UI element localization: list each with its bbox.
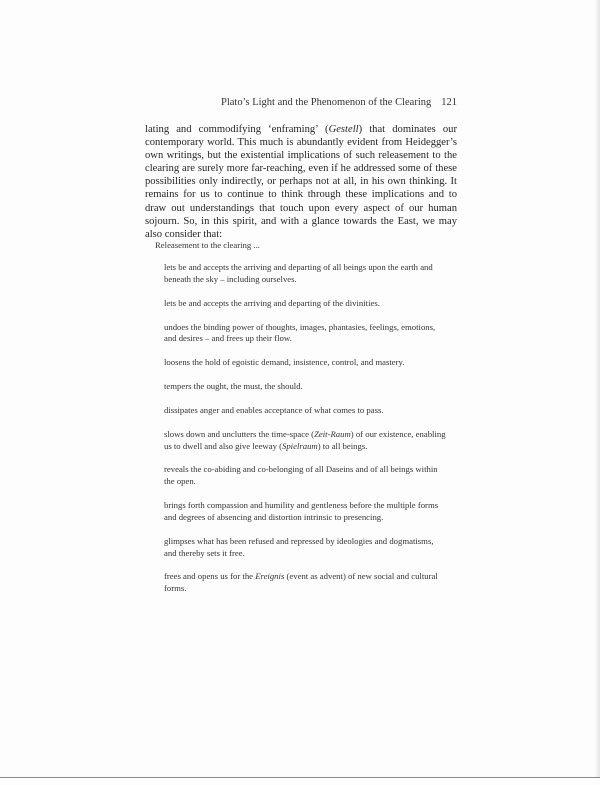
list-item: brings forth compassion and humility and gentleness before the multiple forms and degrees of absencing and distortion intrinsic to presencing. [164, 500, 439, 522]
page-number: 121 [441, 97, 457, 108]
italic-term: Ereignis [255, 571, 285, 582]
scan-edge-line [0, 777, 600, 778]
list-item: reveals the co-abiding and co-belonging of all Daseins and of all beings within the open. [164, 464, 438, 487]
list-item: frees and opens us for the Ereignis (event as advent) of new social and cultural forms. [164, 571, 438, 594]
list-item: lets be and accepts the arriving and departing of the divinities. [164, 297, 380, 308]
list-item: lets be and accepts the arriving and departing of all beings upon the earth and beneath the sky – including ourselves. [164, 262, 433, 284]
body-paragraph [145, 123, 457, 241]
paragraph-text: lating and commodifying ‘enframing’ ( [145, 124, 329, 135]
page-edge-shadow [594, 0, 600, 777]
italic-term: Zeit-Raum [314, 428, 351, 439]
list-item: slows down and unclutters the time-space (Zeit-Raum) of our existence, enabling us to dwell and also give leeway (Spielraum) to all beings. [164, 428, 446, 451]
list-intro: Releasement to the clearing ... [155, 240, 260, 250]
italic-term: Gestell [328, 124, 359, 135]
running-title: Plato’s Light and the Phenomenon of the Clearing [220, 97, 432, 108]
list-item: glimpses what has been refused and repressed by ideologies and dogmatisms, and thereby sets it free. [164, 535, 434, 558]
releasement-list [164, 262, 446, 607]
paragraph-text: ) that dominates our contemporary world. This much is abundantly evident from Heidegger’s own writings, but the existential implications of such releasement to the clearing are surely more far-reaching, even if he addressed some of these possibilities only indirectly, or perhaps not at all, in his own thinking. It remains for us to continue to think through these implications and to draw out understandings that touch upon every aspect of our human sojourn. So, in this spirit, and with a glance towards the East, we may also consider that: [145, 124, 457, 240]
list-item: undoes the binding power of thoughts, images, phantasies, feelings, emotions, and desires – and frees up their flow. [164, 321, 436, 344]
list-item: dissipates anger and enables acceptance of what comes to pass. [164, 404, 384, 415]
running-header [145, 97, 457, 108]
list-item: tempers the ought, the must, the should. [164, 381, 303, 391]
list-item: loosens the hold of egoistic demand, insistence, control, and mastery. [164, 357, 405, 368]
italic-term: Spielraum [281, 440, 318, 451]
